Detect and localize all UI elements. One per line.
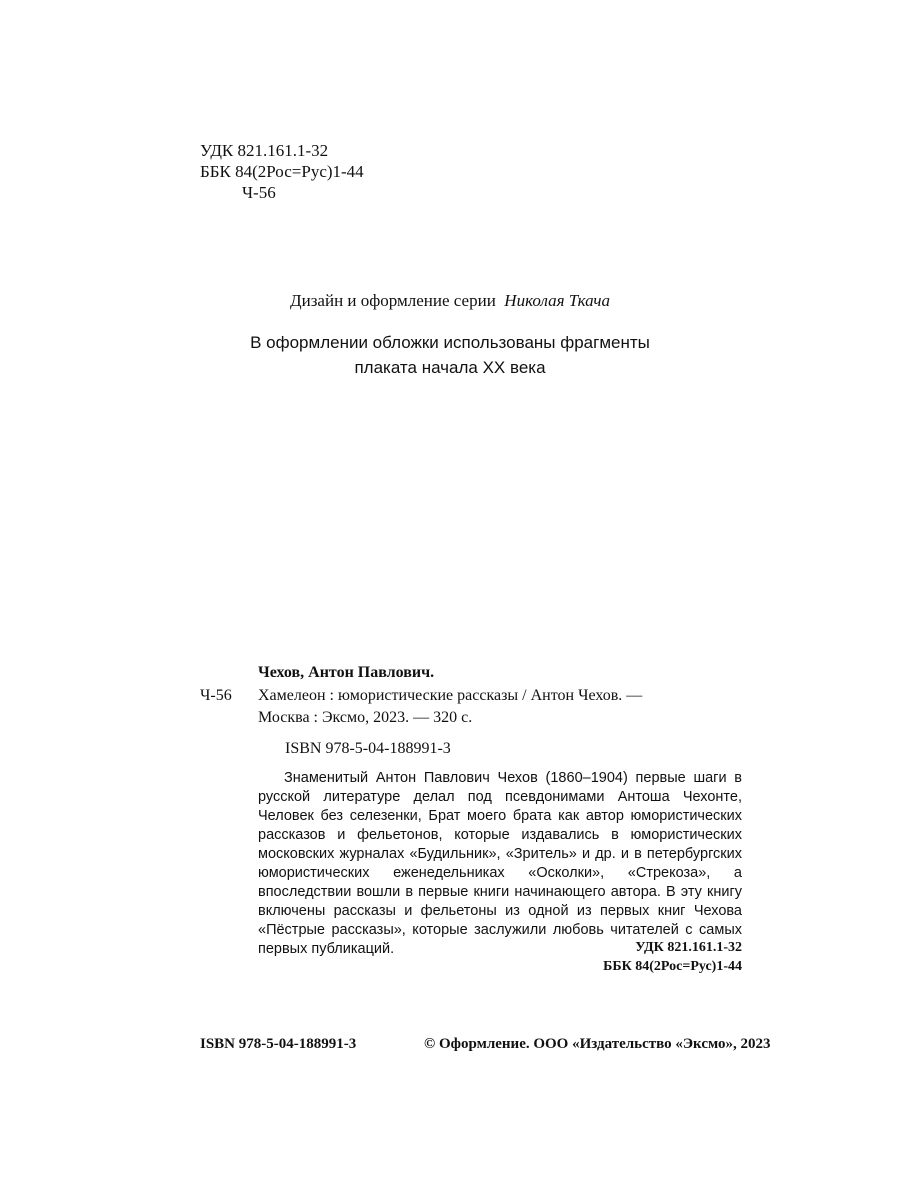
udk-code: УДК 821.161.1-32 (200, 141, 329, 160)
card-isbn: ISBN 978-5-04-188991-3 (285, 740, 451, 757)
footer-copyright: © Оформление. ООО «Издательство «Эксмо», 2023 (424, 1036, 771, 1052)
designer-name: Николая Ткача (504, 291, 610, 310)
bbk-code: ББК 84(2Рос=Рус)1-44 (200, 162, 364, 181)
design-credit-prefix: Дизайн и оформление серии (290, 291, 496, 310)
card-title-line2: Москва : Эксмо, 2023. — 320 с. (258, 709, 473, 726)
card-title-line1: Хамелеон : юмористические рассказы / Антон Чехов. — (258, 687, 643, 704)
cover-note (0, 330, 900, 380)
annotation-text: Знаменитый Антон Павлович Чехов (1860–1904) первые шаги в русской литературе делал под псевдонимами Антоша Чехонте, Человек без селезенки, Брат моего брата как автор юмористических рассказов и фельетонов, которые издавались в юмористических московских журналах «Будильник», «Зритель» и др. и в петербургских юмористических еженедельниках «Осколки», «Стрекоза», а впоследствии вошли в первые книги начинающего автора. В эту книгу включены рассказы и фельетоны из одной из первых книг Чехова «Пёстрые рассказы», которые заслужили любовь читателей с самых первых публикаций. (258, 770, 742, 957)
card-sign: Ч-56 (200, 687, 232, 704)
cover-note-line1: В оформлении обложки использованы фрагменты (250, 333, 650, 352)
card-author: Чехов, Антон Павлович. (258, 664, 435, 681)
card-annotation (258, 769, 742, 959)
footer-isbn: ISBN 978-5-04-188991-3 (200, 1036, 357, 1052)
design-credit (0, 291, 900, 311)
card-udk: УДК 821.161.1-32 (635, 940, 742, 955)
card-bbk: ББК 84(2Рос=Рус)1-44 (603, 959, 742, 974)
cover-note-line2: плаката начала XX века (354, 358, 546, 377)
author-sign: Ч-56 (242, 183, 276, 202)
